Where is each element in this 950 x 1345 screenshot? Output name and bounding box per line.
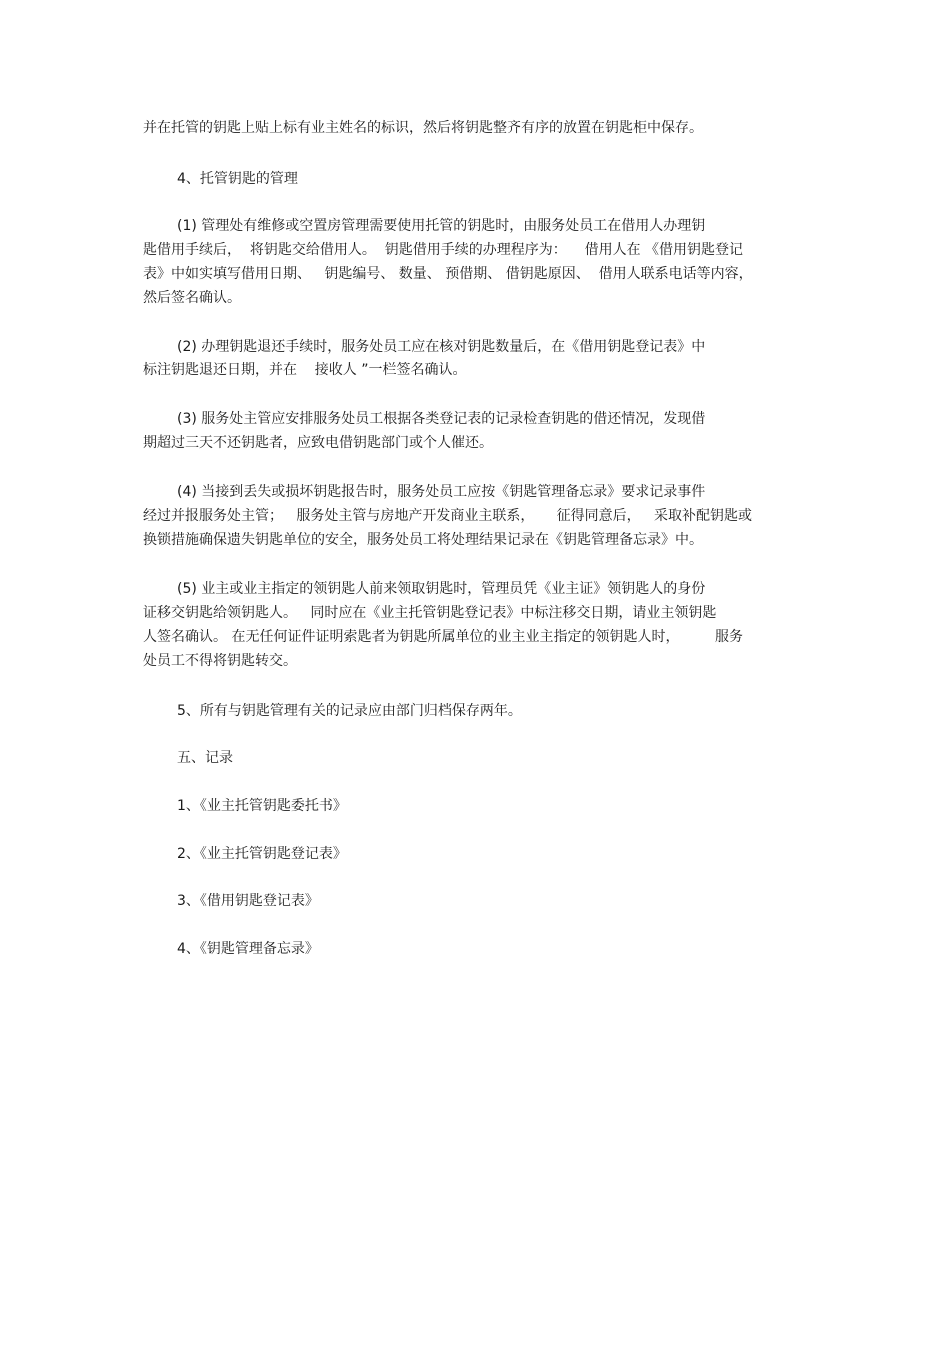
- text-line: 证移交钥匙给领钥匙人。 同时应在《业主托管钥匙登记表》中标注移交日期，请业主领钥匙: [143, 605, 717, 621]
- text-line: 处员工不得将钥匙转交。: [143, 653, 297, 669]
- text-line: 并在托管的钥匙上贴上标有业主姓名的标识，然后将钥匙整齐有序的放置在钥匙柜中保存。: [143, 120, 703, 136]
- record-item: 3、《借用钥匙登记表》: [177, 893, 319, 909]
- text-line: (5) 业主或业主指定的领钥匙人前来领取钥匙时，管理员凭《业主证》领钥匙人的身份: [177, 581, 706, 597]
- text-line: (3) 服务处主管应安排服务处员工根据各类登记表的记录检查钥匙的借还情况，发现借: [177, 411, 706, 427]
- text-line: 经过并报服务处主管； 服务处主管与房地产开发商业主联系， 征得同意后， 采取补配钥匙或: [143, 508, 752, 524]
- text-line: 然后签名确认。: [143, 290, 241, 306]
- section-heading: 五、记录: [177, 750, 233, 766]
- record-item: 4、《钥匙管理备忘录》: [177, 941, 319, 957]
- text-line: (1) 管理处有维修或空置房管理需要使用托管的钥匙时，由服务处员工在借用人办理钥: [177, 218, 706, 234]
- text-line: 期超过三天不还钥匙者，应致电借钥匙部门或个人催还。: [143, 435, 493, 451]
- text-line: 人签名确认。 在无任何证件证明索匙者为钥匙所属单位的业主业主指定的领钥匙人时， 服务: [143, 629, 744, 645]
- text-line: (2) 办理钥匙退还手续时，服务处员工应在核对钥匙数量后，在《借用钥匙登记表》中: [177, 339, 706, 355]
- text-line: 匙借用手续后， 将钥匙交给借用人。 钥匙借用手续的办理程序为： 借用人在 《借用钥匙登记: [143, 242, 744, 258]
- text-line: (4) 当接到丢失或损坏钥匙报告时，服务处员工应按《钥匙管理备忘录》要求记录事件: [177, 484, 706, 500]
- text-line: 表》中如实填写借用日期、 钥匙编号、 数量、 预借期、 借钥匙原因、 借用人联系电话等内容，: [143, 266, 753, 282]
- record-item: 1、《业主托管钥匙委托书》: [177, 798, 347, 814]
- text-line: 标注钥匙退还日期，并在 接收人 ”一栏签名确认。: [143, 362, 467, 378]
- record-item: 2、《业主托管钥匙登记表》: [177, 846, 347, 862]
- text-line: 换锁措施确保遗失钥匙单位的安全，服务处员工将处理结果记录在《钥匙管理备忘录》中。: [143, 532, 703, 548]
- text-line: 5、所有与钥匙管理有关的记录应由部门归档保存两年。: [177, 703, 522, 719]
- section-heading: 4、托管钥匙的管理: [177, 171, 298, 187]
